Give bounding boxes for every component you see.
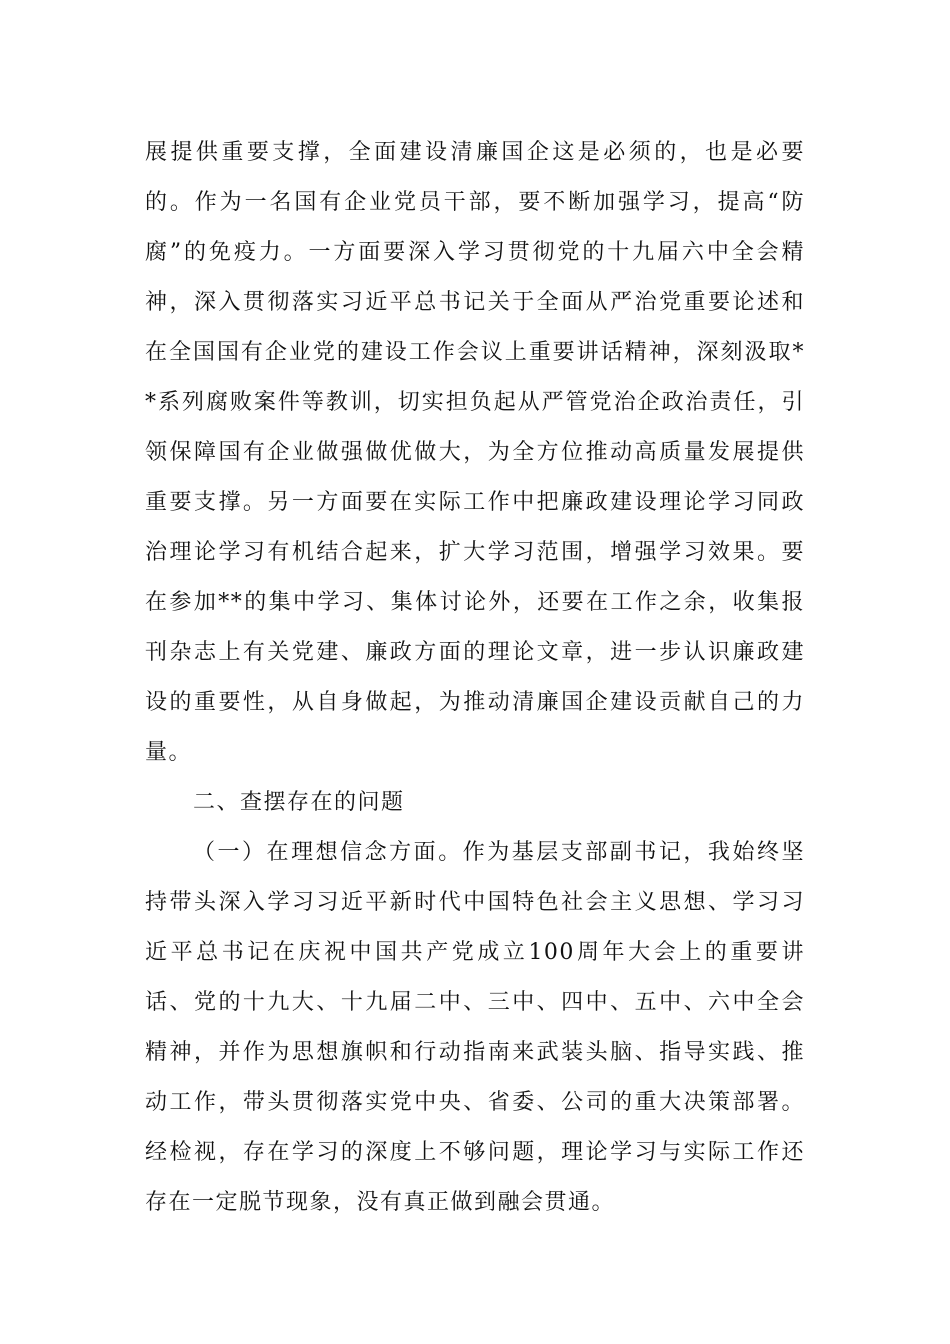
paragraph-line: 展提供重要支撑，全面建设清廉国企这是必须的，也是必要 xyxy=(145,140,805,165)
paragraph-line: *系列腐败案件等教训，切实担负起从严管党治企政治责任，引 xyxy=(145,390,805,415)
paragraph-line: 设的重要性，从自身做起，为推动清廉国企建设贡献自己的力 xyxy=(145,690,805,715)
paragraph-line: 领保障国有企业做强做优做大，为全方位推动高质量发展提供 xyxy=(145,440,805,465)
paragraph-line: 持带头深入学习习近平新时代中国特色社会主义思想、学习习 xyxy=(145,890,805,915)
paragraph-line: 量。 xyxy=(145,740,193,765)
paragraph-line: 近平总书记在庆祝中国共产党成立100周年大会上的重要讲 xyxy=(145,940,805,965)
paragraph-line: 治理论学习有机结合起来，扩大学习范围，增强学习效果。要 xyxy=(145,540,805,565)
paragraph-1 xyxy=(145,128,805,778)
section-heading: 二、查摆存在的问题 xyxy=(193,790,405,815)
paragraph-line: 在全国国有企业党的建设工作会议上重要讲话精神，深刻汲取* xyxy=(145,340,805,365)
paragraph-line: 动工作，带头贯彻落实党中央、省委、公司的重大决策部署。 xyxy=(145,1090,805,1115)
paragraph-line: 腐”的免疫力。一方面要深入学习贯彻党的十九届六中全会精 xyxy=(145,240,805,265)
paragraph-line: （一）在理想信念方面。作为基层支部副书记，我始终坚 xyxy=(193,840,805,865)
paragraph-2 xyxy=(145,828,805,1228)
paragraph-line: 精神，并作为思想旗帜和行动指南来武装头脑、指导实践、推 xyxy=(145,1040,805,1065)
paragraph-line: 在参加**的集中学习、集体讨论外，还要在工作之余，收集报 xyxy=(145,590,805,615)
paragraph-line: 神，深入贯彻落实习近平总书记关于全面从严治党重要论述和 xyxy=(145,290,805,315)
document-body xyxy=(145,128,805,1228)
paragraph-line: 话、党的十九大、十九届二中、三中、四中、五中、六中全会 xyxy=(145,990,805,1015)
paragraph-line: 存在一定脱节现象，没有真正做到融会贯通。 xyxy=(145,1190,616,1215)
paragraph-line: 重要支撑。另一方面要在实际工作中把廉政建设理论学习同政 xyxy=(145,490,805,515)
paragraph-line: 的。作为一名国有企业党员干部，要不断加强学习，提高“防 xyxy=(145,190,805,215)
paragraph-line: 经检视，存在学习的深度上不够问题，理论学习与实际工作还 xyxy=(145,1140,805,1165)
paragraph-line: 刊杂志上有关党建、廉政方面的理论文章，进一步认识廉政建 xyxy=(145,640,805,665)
